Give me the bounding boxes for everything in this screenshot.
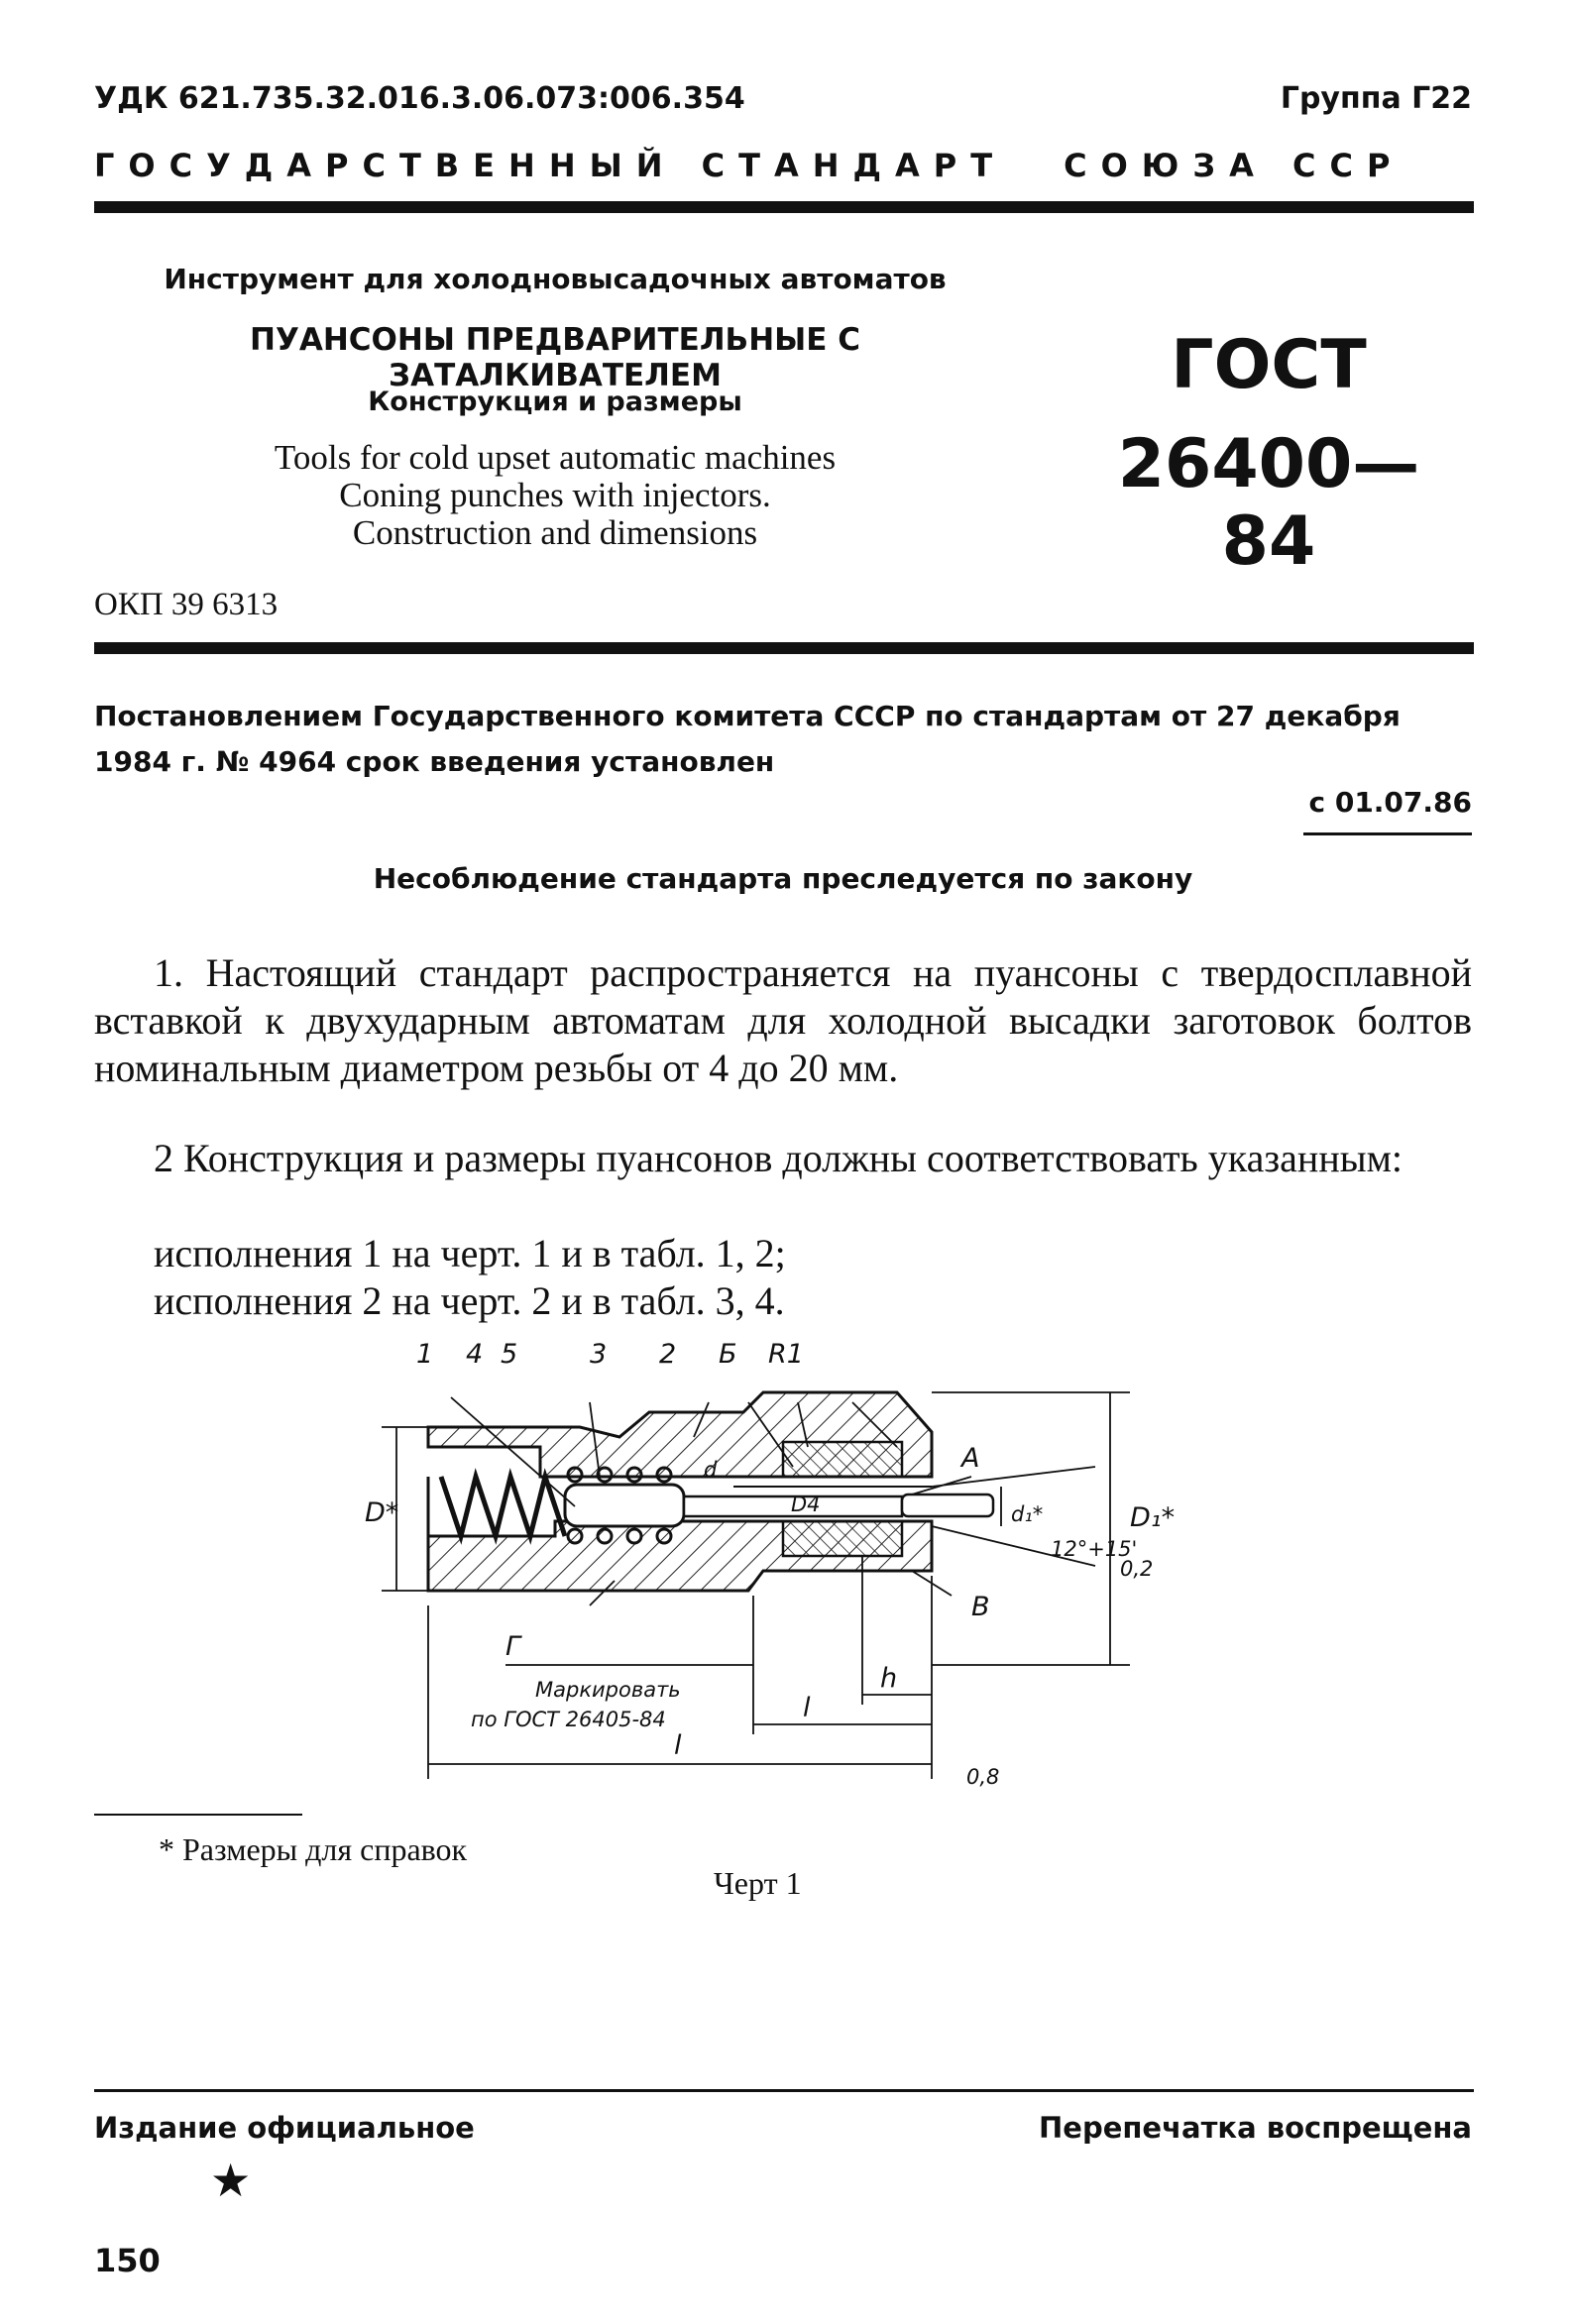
label-small-d1: d₁* xyxy=(1011,1502,1044,1526)
label-1: 1 xyxy=(416,1339,434,1370)
main-title: ПУАНСОНЫ ПРЕДВАРИТЕЛЬНЫЕ С ЗАТАЛКИВАТЕЛЕМ xyxy=(250,322,860,393)
label-l-small: l xyxy=(803,1693,811,1723)
label-g: Г xyxy=(505,1631,521,1662)
english-title-line: Construction and dimensions xyxy=(352,513,758,552)
label-mark-line-2: по ГОСТ 26405-84 xyxy=(471,1708,666,1731)
subtitle: Конструкция и размеры xyxy=(368,387,742,417)
star-icon: ★ xyxy=(210,2156,252,2206)
label-l-total: l xyxy=(674,1730,682,1761)
header-rule xyxy=(94,201,1474,213)
paragraph-1: 1. Настоящий стандарт распространяется на пуансоны с твердосплавной вставкой к двухударным автоматам для холодной высадки заготовок болтов номинальным диаметром резьбы от 4 до 20 мм. xyxy=(94,950,1472,1090)
label-r08: 0,8 xyxy=(966,1765,1000,1789)
decree-text: Постановлением Государственного комитета СССР по стандартам от 27 декабря 1984 г. № 4964 срок введения установлен xyxy=(94,700,1401,778)
page-number: 150 xyxy=(94,2242,161,2279)
label-r1: R1 xyxy=(768,1339,804,1370)
gost-number: 26400—84 xyxy=(1117,425,1420,581)
label-r02: 0,2 xyxy=(1120,1557,1154,1581)
edition-note: Издание официальное xyxy=(94,2111,475,2145)
footnote-rule xyxy=(94,1814,302,1816)
label-a: А xyxy=(961,1443,980,1474)
punch-drawing xyxy=(357,1328,1269,1794)
title-rule xyxy=(94,642,1474,654)
label-2: 2 xyxy=(659,1339,677,1370)
label-d1-star: D₁* xyxy=(1130,1502,1176,1533)
label-angle: 12°+15' xyxy=(1051,1537,1138,1561)
footer-rule xyxy=(94,2089,1474,2092)
label-5: 5 xyxy=(501,1339,518,1370)
subject-title: Инструмент для холодновысадочных автоматов xyxy=(164,263,947,295)
paragraph-2-item-2: исполнения 2 на черт. 2 и в табл. 3, 4. xyxy=(154,1278,785,1323)
okp-code: ОКП 39 6313 xyxy=(94,587,279,622)
english-title-line: Coning punches with injectors. xyxy=(339,476,771,514)
gost-label: ГОСТ xyxy=(1171,326,1367,404)
effective-date: с 01.07.86 xyxy=(1303,786,1472,835)
label-3: 3 xyxy=(590,1339,608,1370)
footnote: * Размеры для справок xyxy=(159,1831,468,1867)
label-d-star: D* xyxy=(365,1497,399,1528)
paragraph-2-item-1: исполнения 1 на черт. 1 и в табл. 1, 2; xyxy=(154,1231,786,1275)
label-4: 4 xyxy=(466,1339,484,1370)
reprint-note: Перепечатка воспрещена xyxy=(1039,2111,1472,2145)
label-b: Б xyxy=(719,1339,737,1370)
gost-designation xyxy=(1080,327,1457,581)
state-standard-heading xyxy=(94,147,1403,184)
english-title xyxy=(94,439,1016,552)
english-title-line: Tools for cold upset automatic machines xyxy=(274,438,837,477)
paragraph-2: 2 Конструкция и размеры пуансонов должны соответствовать указанным: xyxy=(154,1136,1403,1180)
label-small-d: d xyxy=(704,1458,718,1482)
figure-caption: Черт 1 xyxy=(714,1865,802,1901)
label-v: В xyxy=(971,1592,990,1622)
label-d4: D4 xyxy=(791,1493,821,1516)
penalty-note: Несоблюдение стандарта преследуется по закону xyxy=(373,862,1193,895)
group-code: Группа Г22 xyxy=(1280,81,1472,116)
udk-code: УДК 621.735.32.016.3.06.073:006.354 xyxy=(94,81,745,116)
label-h: h xyxy=(880,1663,898,1694)
ussr-label: СОЮЗА ССР xyxy=(1064,147,1404,184)
state-standard-label: ГОСУДАРСТВЕННЫЙ СТАНДАРТ xyxy=(94,147,1007,184)
label-mark-line-1: Маркировать xyxy=(535,1678,681,1702)
